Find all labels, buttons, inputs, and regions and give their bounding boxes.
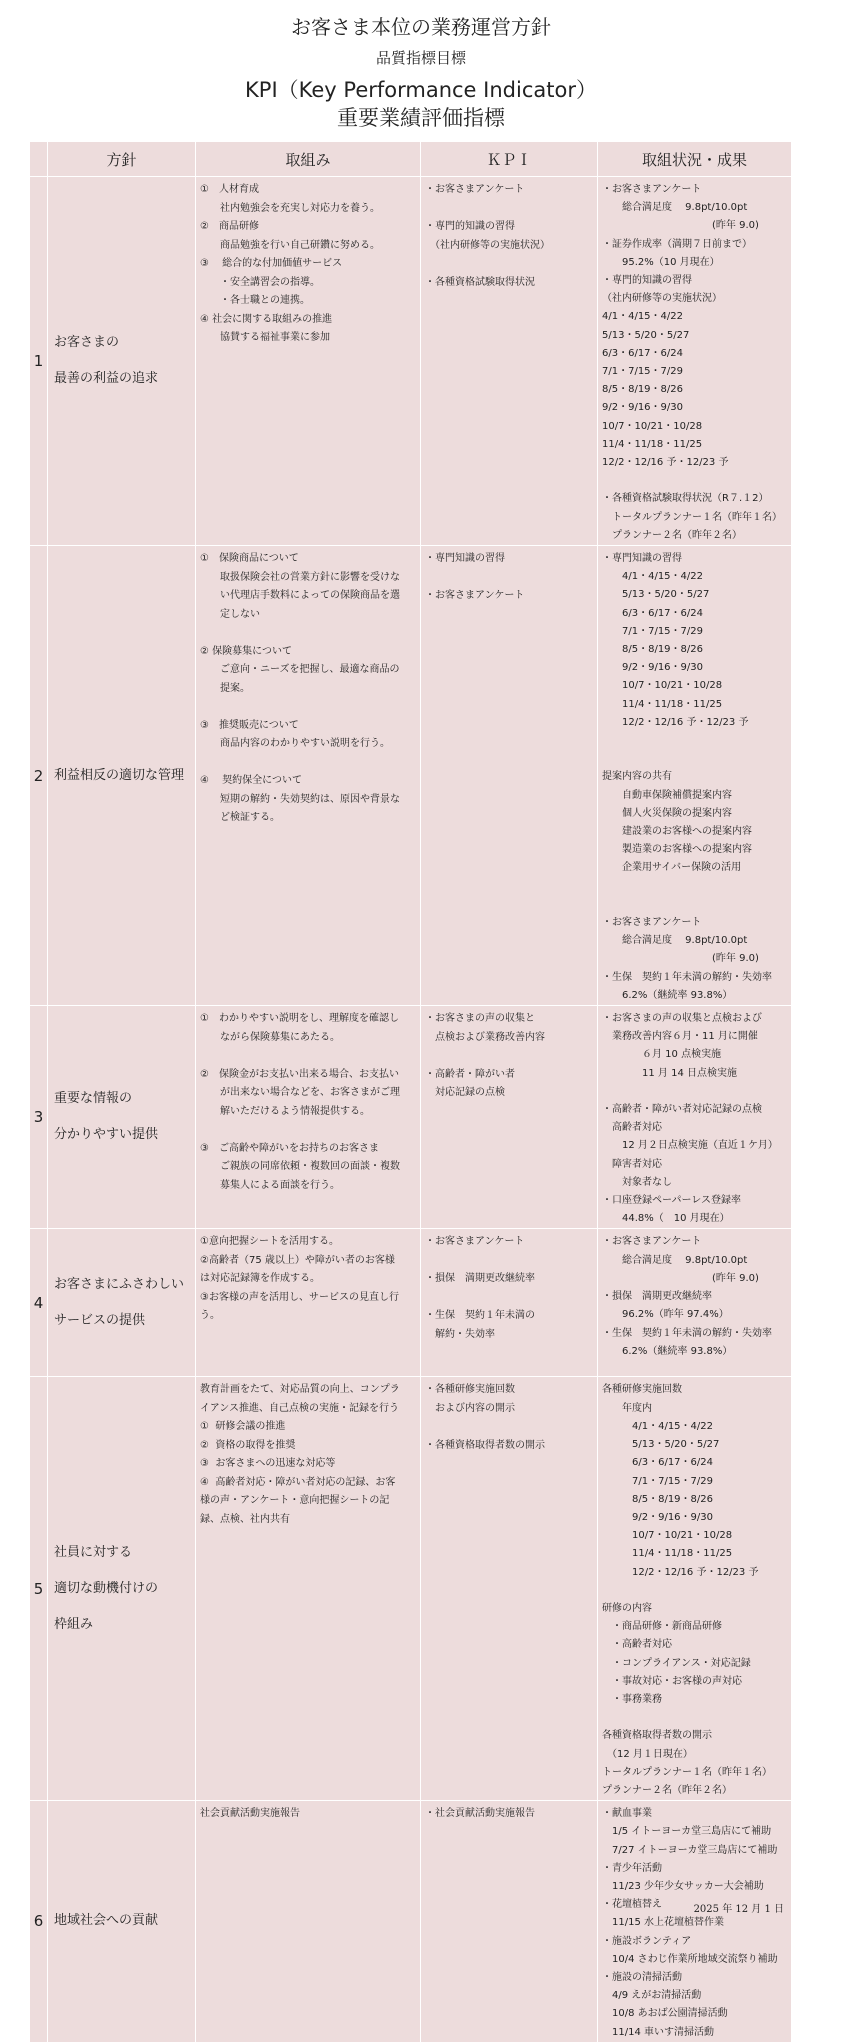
kpi-line: ・各種研修実施回数 [425,1384,515,1396]
action-line: ④ 社会に関する取組みの推進 [200,313,333,325]
header-kpi: ＫＰＩ [421,142,598,177]
result-line: ・施設ボランティア [602,1935,692,1947]
kpi-line: ・各種資格取得者数の開示 [425,1439,545,1451]
kpi-line [425,255,593,274]
result-line [602,472,787,490]
policy-cell [48,1801,196,2043]
result-line: ・生保 契約１年未満の解約・失効率 [602,971,772,983]
result-line: ・生保 契約１年未満の解約・失効率 [602,1327,772,1339]
result-line: 11/4・11/18・11/25 [602,698,723,710]
result-line: ・専門的知識の習得 [602,275,692,287]
action-line: ② 資格の取得を推奨 [200,1439,296,1451]
table-row [30,1377,792,1801]
kpi-title: KPI（Key Performance Indicator） [245,78,597,102]
kpi-line: ・高齢者・障がい者 [425,1068,515,1080]
result-line: 総合満足度 9.8pt/10.0pt [602,1254,748,1266]
result-line: 10/7・10/21・10/28 [602,420,703,432]
result-line: 44.8%（ 10 月現在） [602,1213,730,1225]
kpi-line: ・各種資格試験取得状況 [425,276,535,288]
action-line [200,698,416,717]
result-line: ・商品研修・新商品研修 [602,1621,722,1633]
kpi-line: ・生保 契約１年未満の [425,1310,535,1322]
kpi-line: ・お客さまアンケート [425,184,525,195]
result-line: 9/2・9/16・9/30 [602,662,704,674]
action-line [200,754,416,773]
result-line: ・施設の清掃活動 [602,1971,682,1983]
result-line: プランナー２名（昨年２名） [602,529,742,541]
result-line: 9/2・9/16・9/30 [602,402,684,414]
result-line: ・各種資格試験取得状況（R７.１2） [602,493,769,505]
results-cell [598,1229,792,1377]
result-line: (昨年 9.0) [602,953,759,965]
kpi-line [425,200,593,219]
result-line: ・お客さまの声の収集と点検および [602,1013,762,1025]
result-line: ・口座登録ペーパーレス登録率 [602,1195,741,1207]
kpi-line: ・損保 満期更改継続率 [425,1273,535,1285]
action-line: ③ 推奨販売について [200,719,299,731]
action-line: ど検証する。 [200,812,280,824]
result-line: 6/3・6/17・6/24 [602,347,684,359]
result-line: ・お客さまアンケート [602,184,702,195]
results-cell [598,177,792,546]
policy-cell [48,1377,196,1801]
result-line [602,750,787,768]
result-line: 総合満足度 9.8pt/10.0pt [602,202,748,214]
result-line: 提案内容の共有 [602,771,672,783]
kpi-line [425,1289,593,1308]
action-line: ① わかりやすい説明をし、理解度を確認し [200,1013,399,1025]
result-line: ・コンプライアンス・対応記録 [602,1657,751,1669]
results-cell [598,1801,792,2043]
action-line: ③お客様の声を活用し、サービスの見直し行 [200,1291,399,1303]
action-line: 解いただけるよう情報提供する。 [200,1105,370,1117]
result-line: ・青少年活動 [602,1862,662,1874]
row-number: 3 [30,1006,48,1229]
kpi-line: および内容の開示 [425,1402,515,1414]
action-line: 商品内容のわかりやすい説明を行う。 [200,738,390,750]
policy-cell [48,1229,196,1377]
result-line: 11/23 少年少女サッカー大会補助 [602,1880,764,1892]
result-line: 6.2%（継続率 93.8%） [602,1345,733,1357]
action-line: 教育計画をたて、対応品質の向上、コンプラ [200,1384,400,1396]
result-line: 高齢者対応 [602,1122,662,1134]
table-header-row [30,142,792,177]
kpi-line [425,569,593,588]
result-line: 7/1・7/15・7/29 [602,1475,714,1487]
action-line [200,1047,416,1066]
action-line: ② 商品研修 [200,221,259,232]
result-line: (昨年 9.0) [602,1272,759,1284]
result-line: トータルプランナー１名（昨年１名） [602,511,782,523]
result-line: 総合満足度 9.8pt/10.0pt [602,935,748,947]
policy-line: お客さまにふさわしい [54,1276,185,1292]
action-line: が出来ない場合などを、お客さまがご理 [200,1087,400,1099]
policy-line: サービスの提供 [54,1312,146,1328]
result-line: 障害者対応 [602,1158,662,1170]
result-line: 研修の内容 [602,1602,652,1614]
result-line: 11/4・11/18・11/25 [602,1548,733,1560]
result-line: 6.2%（継続率 93.8%） [602,989,733,1001]
result-line: 11/14 車いす清掃活動 [602,2026,714,2038]
result-line: 4/1・4/15・4/22 [602,571,704,583]
kpi-cell [421,177,598,546]
table-row [30,1801,792,2043]
result-line: プランナー２名（昨年２名） [602,1784,732,1796]
action-line: ② 保険募集について [200,645,292,657]
result-line: 9/2・9/16・9/30 [602,1511,714,1523]
action-line: ご親族の同席依頼・複数回の面談・複数 [200,1161,400,1173]
result-line [602,896,787,914]
result-line: （社内研修等の実施状況） [602,293,722,305]
kpi-line: ・専門的知識の習得 [425,221,515,232]
result-line: 6/3・6/17・6/24 [602,1457,714,1469]
result-line: 12/2・12/16 予・12/23 予 [602,1566,759,1578]
result-line: 8/5・8/19・8/26 [602,1493,714,1505]
result-line: 製造業のお客様への提案内容 [602,844,752,856]
action-line: 募集人による面談を行う。 [200,1179,340,1191]
policy-line: 最善の利益の追求 [54,371,159,387]
result-line: ・事務業務 [602,1693,662,1705]
kpi-cell [421,1006,598,1229]
result-line: (昨年 9.0) [602,220,759,232]
action-line: ③ ご高齢や障がいをお持ちのお客さま [200,1142,379,1154]
results-cell [598,1006,792,1229]
result-line: ・高齢者対応 [602,1639,672,1651]
policy-line: お客さまの [54,335,120,351]
table-row [30,1229,792,1377]
kpi-table [29,141,792,2043]
result-line: 12/2・12/16 予・12/23 予 [602,457,729,469]
result-line [602,1582,787,1600]
row-number: 5 [30,1377,48,1801]
result-line: 10/7・10/21・10/28 [602,1530,733,1542]
kpi-line: 解約・失効率 [425,1328,495,1340]
action-line: ③ 総合的な付加価値サービス [200,258,343,269]
result-line: 95.2%（10 月現在） [602,256,720,268]
header-results: 取組状況・成果 [598,142,792,177]
results-cell [598,546,792,1006]
action-line: い代理店手数料によっての保険商品を選 [200,590,400,602]
result-line: 10/4 さわじ作業所地域交流祭り補助 [602,1953,778,1965]
actions-cell [196,1377,421,1801]
action-line: 協賛する福祉事業に参加 [200,332,330,343]
result-line [602,732,787,750]
kpi-line: ・お客さまの声の収集と [425,1013,535,1025]
result-line: ・お客さまアンケート [602,1236,702,1248]
row-number: 1 [30,177,48,546]
policy-line: 適切な動機付けの [54,1580,159,1596]
action-line: ①意向把握シートを活用する。 [200,1236,339,1248]
page-subtitle: 品質指標目標 [375,49,466,67]
action-line: ・安全講習会の指導。 [200,276,320,288]
kpi-line: ・お客さまアンケート [425,590,525,602]
result-line: 96.2%（昨年 97.4%） [602,1309,729,1321]
kpi-cell [421,546,598,1006]
kpi-line: （社内研修等の実施状況） [425,239,550,251]
result-line: トータルプランナー１名（昨年１名） [602,1766,772,1778]
result-line: 12/2・12/16 予・12/23 予 [602,716,749,728]
action-line: ④ 高齢者対応・障がい者対応の記録、お客 [200,1476,396,1488]
result-line: 1/5 イトーヨーカ堂三島店にて補助 [602,1826,772,1838]
result-line: 10/8 あおば公園清掃活動 [602,2008,728,2020]
kpi-line: ・お客さまアンケート [425,1236,525,1248]
action-line: は対応記録簿を作成する。 [200,1273,320,1285]
results-cell [598,1377,792,1801]
result-line: 企業用サイバー保険の活用 [602,862,742,874]
result-line: 8/5・8/19・8/26 [602,644,704,656]
policy-line: 地域社会への貢献 [54,1913,159,1929]
result-line: 5/13・5/20・5/27 [602,1439,720,1451]
action-line: 商品勉強を行い自己研鑽に努める。 [200,239,380,251]
result-line: ・証券作成率（満期７日前まで） [602,238,752,250]
result-line: 10/7・10/21・10/28 [602,680,723,692]
row-number: 6 [30,1801,48,2043]
action-line [200,1121,416,1140]
result-line: 個人火災保険の提案内容 [602,807,732,819]
result-line: ・損保 満期更改継続率 [602,1291,712,1303]
actions-cell [196,1229,421,1377]
header-policy: 方針 [48,142,196,177]
policy-line: 社員に対する [54,1544,133,1560]
action-line: ながら保険募集にあたる。 [200,1031,340,1043]
table-row [30,546,792,1006]
result-line: ・事故対応・お客様の声対応 [602,1675,742,1687]
result-line: ・お客さまアンケート [602,917,702,929]
kpi-cell [421,1377,598,1801]
kpi-line: ・専門知識の習得 [425,553,505,565]
result-line: ・花壇植替え [602,1899,662,1911]
result-line: 4/9 えがお清掃活動 [602,1990,702,2002]
result-line: 4/1・4/15・4/22 [602,311,684,323]
kpi-line: ・社会貢献活動実施報告 [425,1808,535,1820]
action-line: ① 人材育成 [200,184,259,195]
result-line [602,1083,787,1101]
action-line: ① 保険商品について [200,553,299,565]
result-line: 年度内 [602,1402,652,1414]
kpi-subtitle: 重要業績評価指標 [337,106,505,130]
actions-cell [196,546,421,1006]
result-line: 6/3・6/17・6/24 [602,607,704,619]
action-line: 録、点検、社内共有 [200,1513,290,1525]
actions-cell [196,1006,421,1229]
action-line: 様の声・アンケート・意向把握シートの記 [200,1495,390,1507]
result-line [602,1709,787,1727]
kpi-line [425,1047,593,1066]
result-line: （12 月１日現在） [602,1748,693,1760]
action-line: 社内勉強会を充実し対応力を養う。 [200,202,380,214]
kpi-line [425,1252,593,1271]
policy-cell [48,177,196,546]
action-line: ②高齢者（75 歳以上）や障がい者のお客様 [200,1254,395,1266]
page-title: お客さま本位の業務運営方針 [291,15,551,39]
result-line: 5/13・5/20・5/27 [602,329,690,341]
kpi-line: 点検および業務改善内容 [425,1031,545,1043]
action-line: 社会貢献活動実施報告 [200,1808,300,1820]
header-actions: 取組み [196,142,421,177]
row-number: 4 [30,1229,48,1377]
action-line: イアンス推進、自己点検の実施・記録を行う [200,1402,399,1414]
action-line: う。 [200,1310,220,1322]
kpi-cell [421,1801,598,2043]
action-line: 定しない [200,608,260,620]
action-line: ご意向・ニーズを把握し、最適な商品の [200,664,400,676]
kpi-cell [421,1229,598,1377]
result-line: 7/1・7/15・7/29 [602,366,684,378]
action-line: 短期の解約・失効契約は、原因や背景な [200,793,400,805]
result-line: 11/15 水上花壇植替作業 [602,1917,724,1929]
issue-date: 2025 年 12 月 1 日 [693,1904,784,1915]
action-line [200,624,416,643]
result-line: 8/5・8/19・8/26 [602,384,684,396]
row-number: 2 [30,546,48,1006]
policy-cell [48,1006,196,1229]
result-line: ・高齢者・障がい者対応記録の点検 [602,1104,762,1116]
policy-cell [48,546,196,1006]
result-line: ・献血事業 [602,1808,652,1820]
table-row [30,1006,792,1229]
result-line: ６月 10 点検実施 [602,1049,722,1061]
action-line: ② 保険金がお支払い出来る場合、お支払い [200,1068,399,1080]
action-line: ・各士職との連携。 [200,295,310,306]
result-line: 4/1・4/15・4/22 [602,1420,714,1432]
kpi-line [425,1418,593,1437]
result-line: 自動車保険補償提案内容 [602,789,732,801]
result-line: 12 月２日点検実施（直近１ケ月） [602,1140,778,1152]
result-line: 業務改善内容６月・11 月に開催 [602,1031,758,1043]
result-line: 対象者なし [602,1176,672,1188]
result-line: 5/13・5/20・5/27 [602,589,710,601]
policy-line: 枠組み [54,1616,94,1632]
kpi-line: 対応記録の点検 [425,1087,505,1099]
policy-line: 利益相反の適切な管理 [54,767,185,783]
header-num [30,142,48,177]
result-line: 各種研修実施回数 [602,1384,682,1396]
policy-line: 分かりやすい提供 [54,1127,159,1143]
actions-cell [196,1801,421,2043]
result-line: ・専門知識の習得 [602,553,682,565]
result-line: 7/1・7/15・7/29 [602,625,704,637]
result-line: 7/27 イトーヨーカ堂三島店にて補助 [602,1844,778,1856]
actions-cell [196,177,421,546]
result-line: 建設業のお客様への提案内容 [602,826,752,838]
action-line: ③ お客さまへの迅速な対応等 [200,1458,336,1470]
action-line: 取扱保険会社の営業方針に影響を受けな [200,571,400,583]
policy-line: 重要な情報の [54,1091,133,1107]
action-line: 提案。 [200,682,250,694]
result-line: 各種資格取得者数の開示 [602,1730,712,1742]
result-line: 11 月 14 日点検実施 [602,1067,737,1079]
action-line: ① 研修会議の推進 [200,1421,286,1433]
table-row [30,177,792,546]
action-line: ④ 契約保全について [200,775,302,787]
result-line [602,878,787,896]
result-line: 11/4・11/18・11/25 [602,438,703,450]
